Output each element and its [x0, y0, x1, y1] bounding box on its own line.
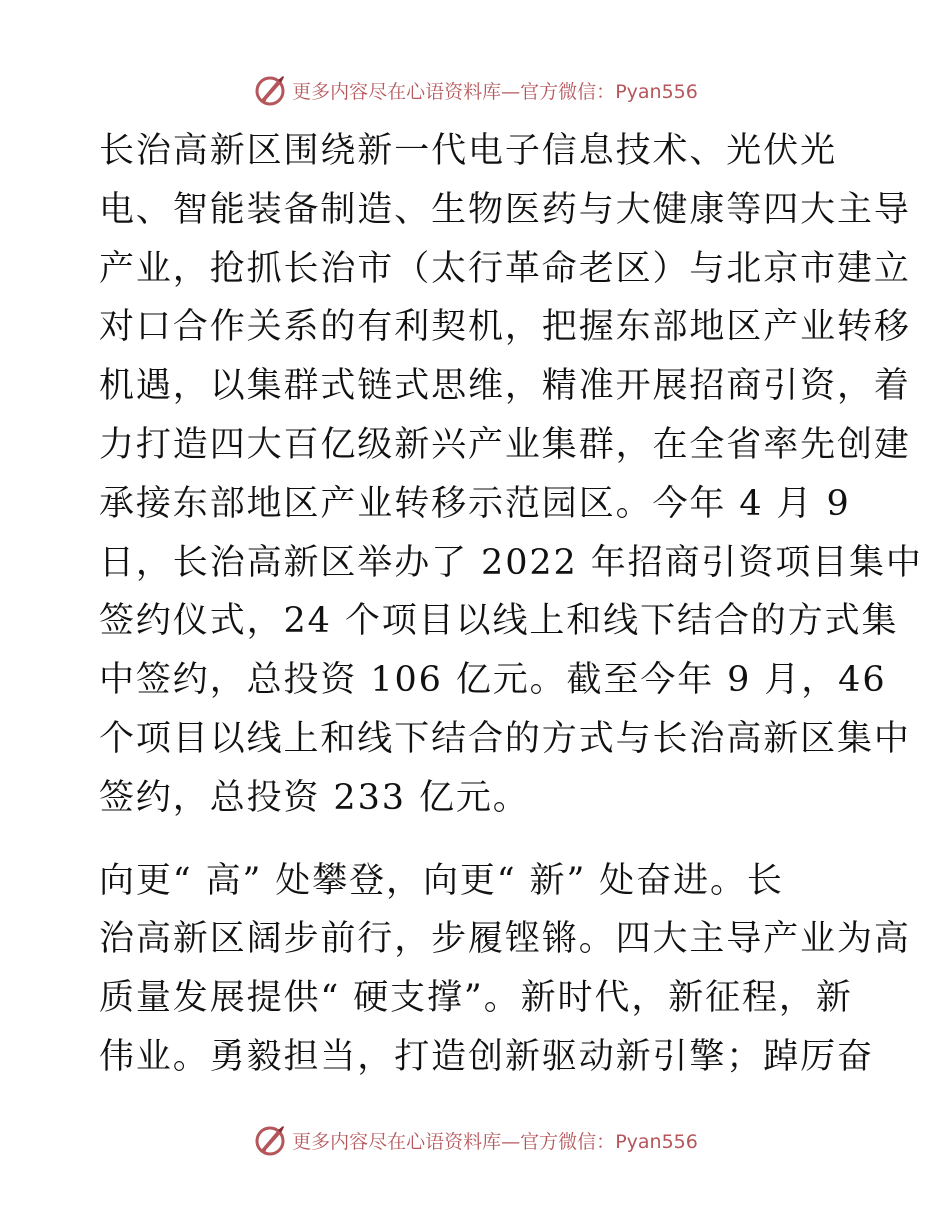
watermark-main-text: 更多内容尽在心语资料库: [292, 1130, 502, 1153]
pen-logo-icon: [252, 72, 288, 108]
watermark-wechat-label: 官方微信：: [520, 80, 616, 103]
watermark-wechat-label: 官方微信：: [520, 1130, 616, 1153]
text-line: 个项目以线上和线下结合的方式与长治高新区集中: [99, 718, 911, 759]
document-body: [99, 122, 923, 1087]
text-line: 治高新区阔步前行，步履铿锵。四大主导产业为高: [99, 919, 911, 960]
text-line: 机遇，以集群式链式思维，精准开展招商引资，着: [99, 366, 911, 407]
paragraph-2: [99, 852, 911, 1087]
watermark-wechat-id: Pyan556: [615, 1130, 698, 1153]
text-line: 伟业。勇毅担当，打造创新驱动新引擎；踔厉奋: [99, 1036, 874, 1077]
text-line: 电、智能装备制造、生物医药与大健康等四大主导: [99, 189, 911, 230]
text-line: 签约仪式，24 个项目以线上和线下结合的方式集: [99, 601, 899, 642]
text-line: 承接东部地区产业转移示范园区。今年 4 月 9: [99, 483, 851, 524]
watermark-main-text: 更多内容尽在心语资料库: [292, 80, 502, 103]
text-line: 力打造四大百亿级新兴产业集群，在全省率先创建: [99, 424, 911, 465]
text-line: 签约，总投资 233 亿元。: [99, 777, 530, 818]
watermark-dash: —: [501, 1130, 521, 1153]
text-line: 产业，抢抓长治市（太行革命老区）与北京市建立: [99, 248, 911, 289]
watermark-wechat-id: Pyan556: [615, 80, 698, 103]
text-line: 对口合作关系的有利契机，把握东部地区产业转移: [99, 307, 911, 348]
paragraph-gap: [99, 828, 859, 852]
text-line: 质量发展提供“ 硬支撑”。新时代，新征程，新: [99, 978, 853, 1019]
text-line: 日，长治高新区举办了 2022 年招商引资项目集中: [99, 542, 923, 583]
header-watermark: [0, 70, 950, 110]
footer-watermark: [0, 1120, 950, 1160]
watermark-dash: —: [501, 80, 521, 103]
pen-logo-icon: [252, 1122, 288, 1158]
text-line: 向更“ 高” 处攀登，向更“ 新” 处奋进。长: [99, 860, 784, 901]
text-line: 中签约，总投资 106 亿元。截至今年 9 月，46: [99, 660, 887, 701]
text-line: 长治高新区围绕新一代电子信息技术、光伏光: [99, 131, 838, 171]
paragraph-1: [99, 122, 923, 828]
